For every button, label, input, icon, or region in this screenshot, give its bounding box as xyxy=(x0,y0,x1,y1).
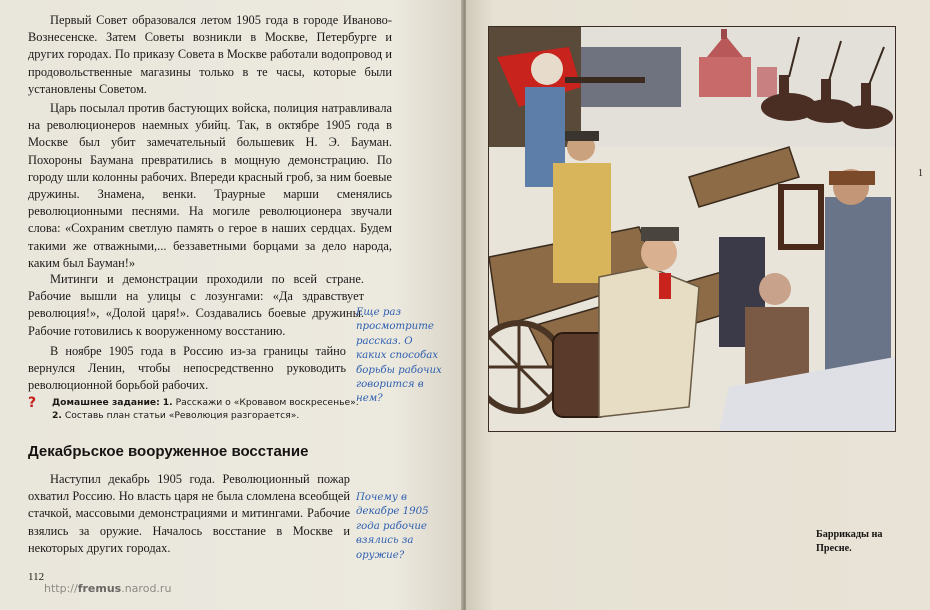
homework-block xyxy=(52,396,398,422)
barricades-illustration xyxy=(488,26,896,432)
margin-mark: 1 xyxy=(918,168,923,179)
watermark-prefix: http:// xyxy=(44,582,78,595)
section-heading: Декабрьское вооруженное восстание xyxy=(28,443,309,460)
side-question-why-arms: Почему в декабре 1905 года рабочие взялись за оружие? xyxy=(356,492,429,561)
homework-row-1 xyxy=(52,396,398,409)
watermark-suffix: .narod.ru xyxy=(121,582,172,595)
left-page xyxy=(0,0,463,610)
watermark xyxy=(44,582,171,595)
paragraph-december-uprising: Наступил декабрь 1905 года. Революционный пожар охватил Россию. Но власть царя не была сломлена всеобщей стачкой, массовыми демонстрациями и митингами. Рабочие взялись за оружие. Началось восстание в Москве и некоторых других городах. xyxy=(28,472,350,555)
homework-label: Домашнее задание: xyxy=(52,397,160,408)
paragraph-bauman: Царь посылал против бастующих войска, полиция натравливала на революционеров наемных убийц. Так, в октябре 1905 года в Москве был убит замечательный большевик Н. Э. Бауман. Похороны Баумана превратились в мощную демонстрацию. По городу шли колонны рабочих. Впереди красный гроб, за ним боевые дружины. Знамена, венки. Траурные марши сменялись революционными песнями. На могиле революционера звучали слова: «Сохраним светлую память о герое в наших сердцах. Будем такими же отважными,... беззаветными борцами за дело народа, каким был Бауман!» xyxy=(28,101,392,270)
homework-row-2 xyxy=(52,409,398,422)
homework-1-text: Расскажи о «Кровавом воскресенье». xyxy=(175,397,359,408)
paragraph-meetings: Митинги и демонстрации проходили по всей стране. Рабочие вышли на улицы с лозунгами: «Да здравствует революция!», «Долой царя!». Создавались боевые дружины. Рабочие готовились к вооруженному восстанию. xyxy=(28,272,364,338)
right-page xyxy=(466,0,930,610)
homework-1-number: 1. xyxy=(162,397,173,408)
side-question-ways-of-struggle: Еще раз просмотрите рассказ. О каких способах борьбы рабочих говорится в нем? xyxy=(356,307,442,405)
illustration-caption: Баррикады на Пресне. xyxy=(816,529,883,554)
homework-2-number: 2. xyxy=(52,410,62,421)
question-mark-icon: ? xyxy=(28,395,37,411)
watermark-site: fremus xyxy=(77,582,122,595)
page-number: 112 xyxy=(28,571,45,583)
paragraph-lenin-return: В ноябре 1905 года в Россию из-за границы тайно вернулся Ленин, чтобы непосредственно руководить революционной борьбой рабочих. xyxy=(28,344,346,393)
paragraph-first-soviet: Первый Совет образовался летом 1905 года в городе Иваново-Вознесенске. Затем Советы возникли в Москве, Петербурге и других городах. По приказу Совета в Москве работали водопровод и продовольственные магазины только в те часы, которые были установлены Советом. xyxy=(28,13,392,96)
homework-2-text: Составь план статьи «Революция разгорается». xyxy=(64,410,300,421)
